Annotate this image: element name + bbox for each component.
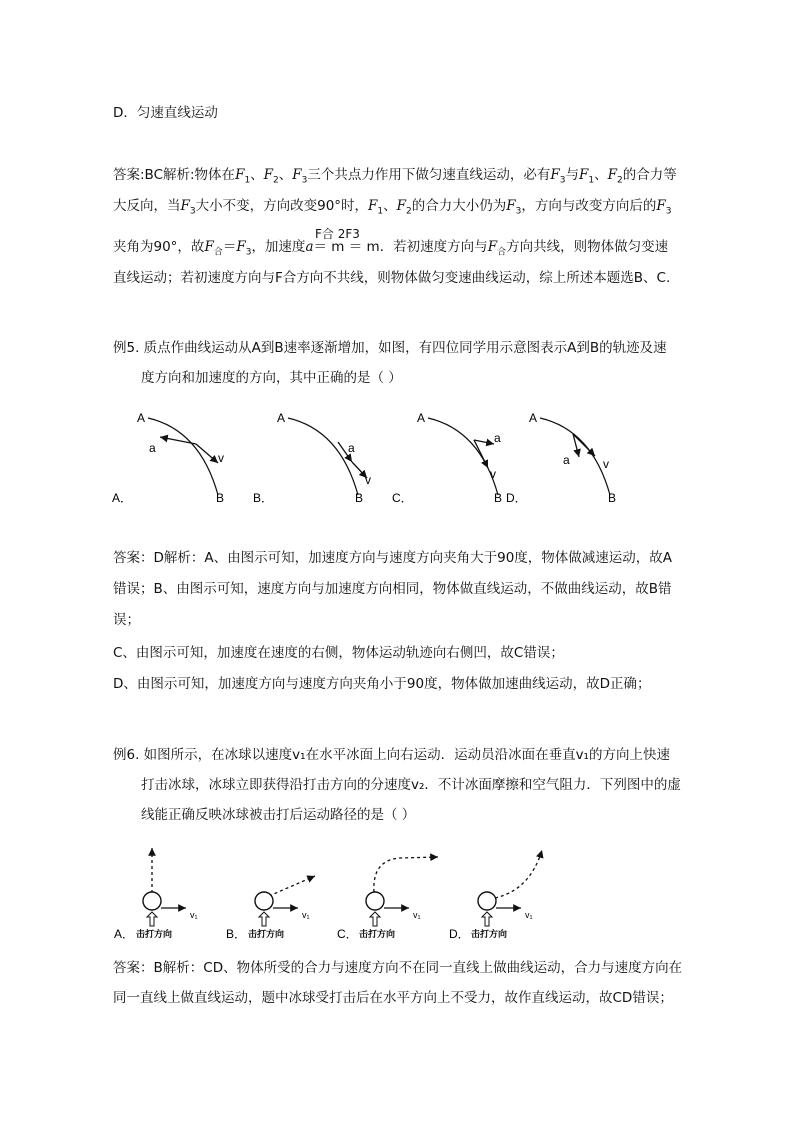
ex5d-label-B: B: [608, 491, 617, 505]
ex5a-label-A: A: [137, 411, 146, 425]
answer4-line4: 直线运动；若初速度方向与F合方向不共线，则物体做匀变速曲线运动，综上所述本题选B、C.: [113, 270, 671, 286]
ex6b-option: B．: [226, 927, 247, 941]
ex6a-option: A．: [114, 927, 135, 941]
ex5c-option: C．: [392, 491, 413, 505]
ex6-fig-c: [337, 857, 438, 941]
ex5c-label-a: a: [494, 431, 501, 445]
ex5c-label-B: B: [494, 491, 503, 505]
ex6b-caption: 击打方向: [248, 929, 285, 939]
example6-question-line1: 例6. 如图所示，在冰球以速度v₁在水平冰面上向右运动．运动员沿冰面在垂直v₁的方向上快速: [113, 747, 670, 763]
ex6-fig-b: [226, 876, 315, 941]
ex6b-v: v₁: [302, 910, 310, 920]
ex5c-label-A: A: [417, 411, 426, 425]
example6-question-line2: 打击冰球，冰球立即获得沿打击方向的分速度v₂．不计冰面摩擦和空气阻力．下列图中的虚: [141, 777, 681, 793]
ex5a-label-a: a: [149, 441, 156, 455]
example5-question-line2: 度方向和加速度的方向，其中正确的是（ ）: [141, 370, 402, 386]
option-d: D．匀速直线运动: [113, 105, 218, 121]
ex5-fig-a: [112, 411, 224, 505]
ex6c-caption: 击打方向: [359, 929, 396, 939]
example6-figures: [0, 838, 794, 948]
example6-question-line3: 线能正确反映冰球被击打后运动路径的是（ ）: [141, 807, 416, 823]
ex6d-caption: 击打方向: [471, 929, 508, 939]
example5-answer-line4: C、由图示可知，加速度在速度的右侧，物体运动轨迹向右侧凹，故C错误；: [113, 645, 564, 661]
ex6c-option: C．: [337, 927, 358, 941]
example5-answer-line3: 误；: [113, 612, 140, 628]
fraction-numerator: F合 2F3: [315, 227, 360, 241]
ex5d-label-a: a: [563, 453, 570, 467]
ex5d-label-v: v: [603, 457, 609, 471]
ex5-fig-c: [392, 411, 502, 505]
ex5b-option: B．: [253, 491, 274, 505]
ex5c-label-v: v: [490, 467, 496, 481]
answer4-line3: 夹角为90°，故$F_合=F_3$，加速度a＝ m ＝ m．若初速度方向与$F_合$方向共线，则物体做匀变速: [113, 239, 669, 258]
ex5-fig-b: [253, 411, 371, 505]
answer4-line2: 大反向，当$F_3$大小不变，方向改变90°时，$F_1$、$F_2$的合力大小仍为$F_3$，方向与改变方向后的$F_3$: [113, 198, 672, 217]
example5-figures: [0, 400, 794, 520]
ex6a-caption: 击打方向: [136, 929, 173, 939]
ex6-fig-a: [114, 848, 198, 941]
ex5b-label-A: A: [277, 411, 286, 425]
example5-answer-line5: D、由图示可知，加速度方向与速度方向夹角小于90度，物体做加速曲线运动，故D正确；: [113, 676, 651, 692]
ex5a-label-v: v: [218, 451, 224, 465]
ex5-fig-d: [506, 411, 616, 505]
example5-question-line1: 例5. 质点作曲线运动从A到B速率逐渐增加，如图，有四位同学用示意图表示A到B的轨迹及速: [113, 340, 667, 356]
ex5a-label-B: B: [216, 491, 225, 505]
ex6a-v: v₁: [190, 910, 198, 920]
answer4-line1: 答案:BC解析:物体在$F_1$、$F_2$、$F_3$三个共点力作用下做匀速直线运动，必有$F_3$与$F_1$、$F_2$的合力等: [113, 167, 677, 186]
ex6-fig-d: [449, 850, 542, 941]
ex6d-option: D．: [449, 927, 470, 941]
ex5a-option: A．: [112, 491, 133, 505]
example6-answer-line2: 同一直线上做直线运动，题中冰球受打击后在水平方向上不受力，故作直线运动，故CD错误；: [113, 990, 673, 1006]
ex5d-label-A: A: [529, 411, 538, 425]
ex5d-option: D．: [506, 491, 527, 505]
example6-answer-line1: 答案：B解析：CD、物体所受的合力与速度方向不在同一直线上做曲线运动，合力与速度方向在: [113, 960, 683, 976]
ex5b-label-B: B: [355, 491, 364, 505]
ex5b-label-v: v: [365, 473, 371, 487]
example5-answer-line2: 错误；B、由图示可知，速度方向与加速度方向相同，物体做直线运动，不做曲线运动，故B错: [113, 581, 672, 597]
ex6c-v: v₁: [413, 910, 421, 920]
example5-answer-line1: 答案：D解析：A、由图示可知，加速度方向与速度方向夹角大于90度，物体做减速运动，故A: [113, 550, 673, 566]
ex6d-v: v₁: [525, 910, 533, 920]
ex5b-label-a: a: [348, 441, 355, 455]
